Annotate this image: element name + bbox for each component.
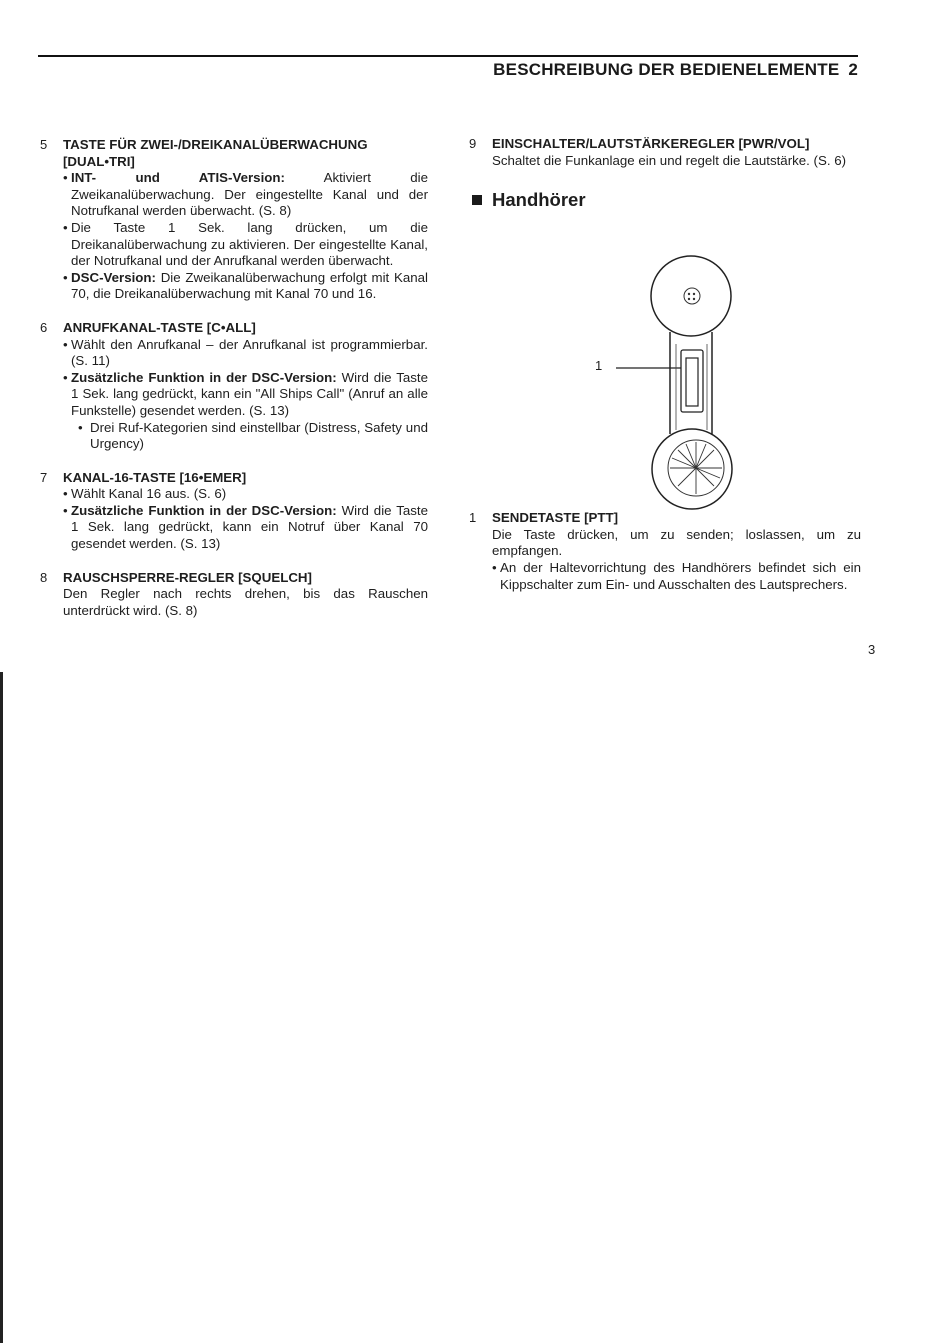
- section-square-icon: [472, 195, 482, 205]
- bullet: • An der Haltevorrichtung des Handhörers befindet sich ein Kippschalter zum Ein- und Ausschalten des Lautsprechers.: [492, 560, 861, 593]
- bullet-text: Wählt Kanal 16 aus. (S. 6): [71, 486, 227, 502]
- item-number: 8: [40, 569, 48, 585]
- bullet-bold: Zusätzliche Funktion in der DSC-Version:: [71, 502, 337, 518]
- bullet-bold: INT- und ATIS-Version:: [71, 170, 285, 186]
- item-title: EINSCHALTER/LAUTSTÄRKEREGLER [PWR/VOL]: [492, 136, 810, 151]
- ptt-button-icon: [686, 358, 698, 406]
- bullet-text: Wählt den Anrufkanal – der Anrufkanal ist programmierbar. (S. 11): [71, 336, 428, 369]
- bullet: [63, 370, 428, 420]
- header-title: BESCHREIBUNG DER BEDIENELEMENTE: [493, 60, 840, 79]
- bullet-text: Die Taste 1 Sek. lang drücken, um die Dreikanalüberwachung zu aktivieren. Der eingestellte Kanal, der Notrufkanal und der Anrufkanal werden überwacht.: [71, 219, 428, 269]
- bullet-text: Aktiviert die Zweikanalüberwachung. Der eingestellte Kanal und der Notrufkanal werden überwacht. (S. 8): [71, 170, 429, 219]
- bullet: [63, 170, 428, 220]
- item-5: [40, 137, 428, 303]
- bullet-text: Wird die Taste 1 Sek. lang gedrückt, kann ein "All Ships Call" (Anruf an alle Funkstelle) gesendet werden. (S. 13): [71, 369, 428, 418]
- left-column: [40, 137, 428, 632]
- earpiece-shape: [651, 256, 731, 336]
- bullet: [63, 270, 428, 303]
- item-text: Schaltet die Funkanlage ein und regelt die Lautstärke. (S. 6): [492, 152, 847, 168]
- item-text: Die Taste drücken, um zu senden; loslassen, um zu empfangen.: [492, 526, 861, 559]
- page-header: [493, 60, 858, 80]
- bullet-bold: DSC-Version:: [71, 269, 156, 285]
- bullet: [63, 503, 428, 553]
- bullet: [63, 220, 428, 270]
- bullet-text: Wird die Taste 1 Sek. lang gedrückt, kann ein Notruf über Kanal 70 gesendet werden. (S. 13): [71, 502, 428, 552]
- header-chapter: 2: [848, 60, 858, 79]
- top-rule: [38, 55, 858, 57]
- item-title: ANRUFKANAL-TASTE [C•ALL]: [63, 319, 256, 335]
- bullet: [63, 337, 428, 370]
- item-title: KANAL-16-TASTE [16•EMER]: [63, 469, 247, 485]
- item-number: 7: [40, 469, 48, 485]
- item-title: TASTE FÜR ZWEI-/DREIKANALÜBERWACHUNG [DUAL•TRI]: [63, 137, 368, 169]
- bullet-bold: Zusätzliche Funktion in der DSC-Version:: [71, 369, 337, 385]
- section-title: Handhörer: [492, 189, 586, 211]
- page-number: 3: [868, 642, 876, 657]
- callout-label: 1: [595, 358, 603, 373]
- section-heading: [469, 189, 861, 211]
- item-6: [40, 320, 428, 453]
- item-7: [40, 470, 428, 553]
- item-number: 5: [40, 137, 48, 152]
- item-8: [40, 570, 428, 620]
- item-9: [469, 136, 861, 169]
- scan-edge: [0, 672, 3, 1343]
- handset-illustration: [590, 254, 750, 514]
- bullet: [63, 486, 428, 503]
- mouthpiece-shape: [652, 429, 732, 509]
- item-title: SENDETASTE [PTT]: [492, 510, 619, 526]
- item-number: 1: [469, 510, 477, 526]
- bullet-text: Die Zweikanalüberwachung erfolgt mit Kanal 70, die Dreikanalüberwachung mit Kanal 70 und 16.: [71, 269, 428, 302]
- item-number: 6: [40, 319, 48, 335]
- item-ptt: [469, 510, 861, 593]
- item-number: 9: [469, 136, 477, 151]
- item-title: RAUSCHSPERRE-REGLER [SQUELCH]: [63, 569, 312, 585]
- sub-bullet: • Drei Ruf-Kategorien sind einstellbar (Distress, Safety und Urgency): [63, 420, 428, 453]
- item-text: Den Regler nach rechts drehen, bis das Rauschen unterdrückt wird. (S. 8): [63, 586, 428, 618]
